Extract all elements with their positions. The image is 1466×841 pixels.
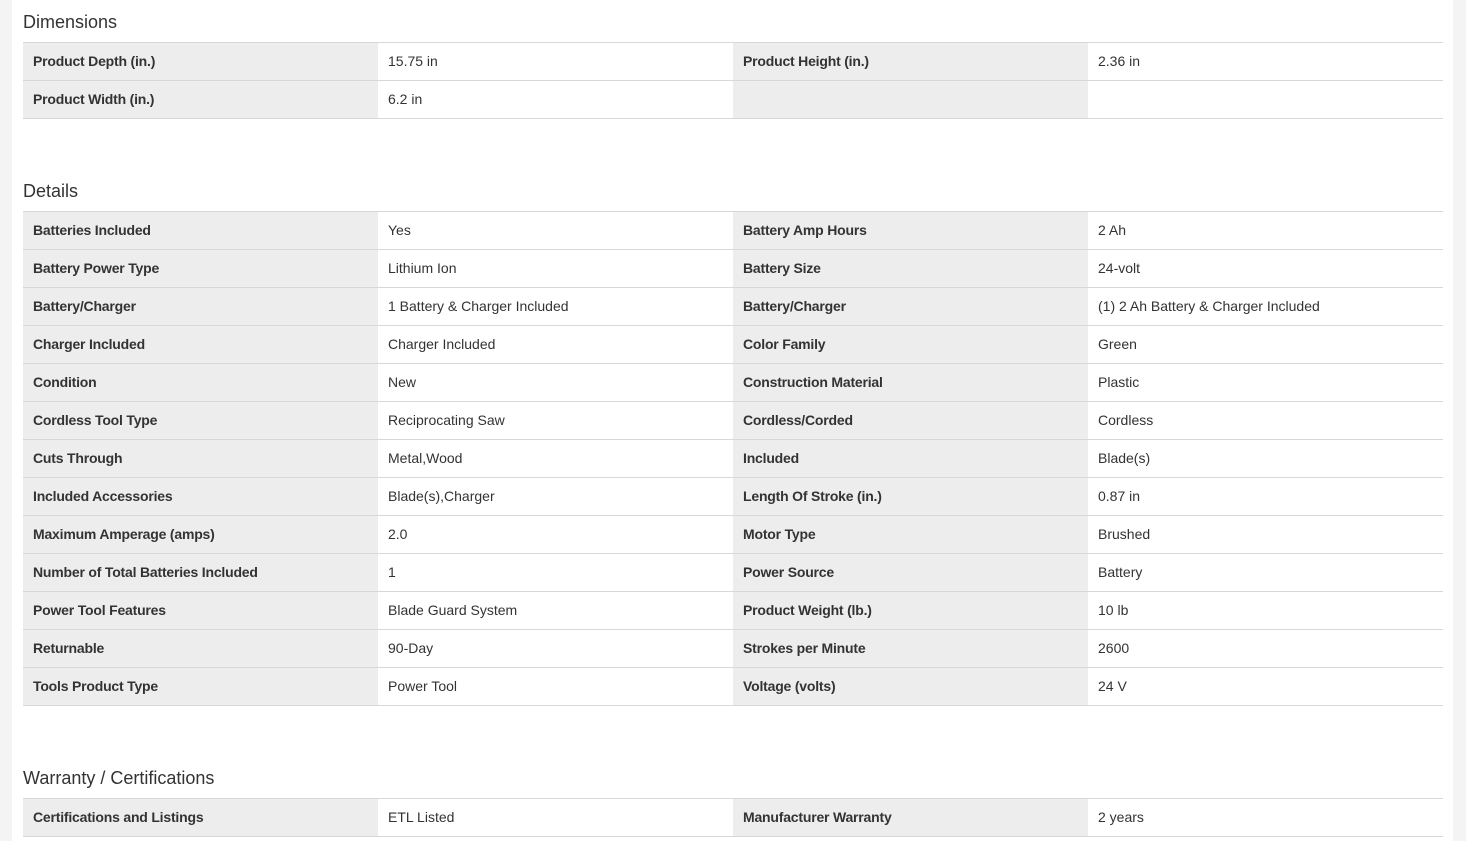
- spec-label: Battery/Charger: [733, 288, 1088, 325]
- spec-row: [23, 288, 1443, 326]
- spec-value: [1088, 81, 1443, 118]
- spec-label: Battery Amp Hours: [733, 212, 1088, 249]
- spec-value: Blade Guard System: [378, 592, 733, 629]
- spec-table: [23, 212, 1443, 706]
- section-warranty: [23, 756, 1443, 837]
- spec-table: [23, 43, 1443, 119]
- spec-value: 2.0: [378, 516, 733, 553]
- spec-value: Green: [1088, 326, 1443, 363]
- spec-label: Manufacturer Warranty: [733, 799, 1088, 836]
- spec-row: [23, 440, 1443, 478]
- spec-value: 15.75 in: [378, 43, 733, 80]
- spec-value: 90-Day: [378, 630, 733, 667]
- spec-label: Product Weight (lb.): [733, 592, 1088, 629]
- spec-value: 2.36 in: [1088, 43, 1443, 80]
- spec-value: Cordless: [1088, 402, 1443, 439]
- spec-label: Tools Product Type: [23, 668, 378, 705]
- spec-value: Brushed: [1088, 516, 1443, 553]
- spec-value: Lithium Ion: [378, 250, 733, 287]
- section-title: Details: [23, 169, 1443, 212]
- spec-label: Motor Type: [733, 516, 1088, 553]
- section-details: [23, 169, 1443, 706]
- spec-label: Color Family: [733, 326, 1088, 363]
- spec-label: Product Width (in.): [23, 81, 378, 118]
- spec-row: [23, 250, 1443, 288]
- spec-value: 10 lb: [1088, 592, 1443, 629]
- spec-row: [23, 402, 1443, 440]
- spec-row: [23, 799, 1443, 837]
- spec-value: (1) 2 Ah Battery & Charger Included: [1088, 288, 1443, 325]
- spec-value: Charger Included: [378, 326, 733, 363]
- spec-row: [23, 326, 1443, 364]
- section-title: Dimensions: [23, 0, 1443, 43]
- spec-row: [23, 592, 1443, 630]
- spec-label: Charger Included: [23, 326, 378, 363]
- spec-label: Cuts Through: [23, 440, 378, 477]
- spec-value: Power Tool: [378, 668, 733, 705]
- spec-label: Battery Size: [733, 250, 1088, 287]
- spec-row: [23, 630, 1443, 668]
- spec-label: Cordless Tool Type: [23, 402, 378, 439]
- spec-row: [23, 554, 1443, 592]
- spec-value: Metal,Wood: [378, 440, 733, 477]
- spec-label: Product Depth (in.): [23, 43, 378, 80]
- spec-label: Included: [733, 440, 1088, 477]
- spec-value: 2 years: [1088, 799, 1443, 836]
- spec-label: Certifications and Listings: [23, 799, 378, 836]
- spec-label: Returnable: [23, 630, 378, 667]
- spec-label: Battery Power Type: [23, 250, 378, 287]
- spec-row: [23, 43, 1443, 81]
- spec-value: 0.87 in: [1088, 478, 1443, 515]
- spec-row: [23, 212, 1443, 250]
- spec-row: [23, 478, 1443, 516]
- spec-row: [23, 364, 1443, 402]
- spec-label: Construction Material: [733, 364, 1088, 401]
- spec-label: Cordless/Corded: [733, 402, 1088, 439]
- spec-label: Voltage (volts): [733, 668, 1088, 705]
- spec-value: 1 Battery & Charger Included: [378, 288, 733, 325]
- spec-table: [23, 799, 1443, 837]
- spec-value: 2600: [1088, 630, 1443, 667]
- spec-label: Power Tool Features: [23, 592, 378, 629]
- spec-label: Power Source: [733, 554, 1088, 591]
- spec-row: [23, 516, 1443, 554]
- spec-value: Blade(s),Charger: [378, 478, 733, 515]
- spec-value: Battery: [1088, 554, 1443, 591]
- spec-value: 24-volt: [1088, 250, 1443, 287]
- spec-label: Batteries Included: [23, 212, 378, 249]
- section-title: Warranty / Certifications: [23, 756, 1443, 799]
- spec-value: 1: [378, 554, 733, 591]
- spec-label: Strokes per Minute: [733, 630, 1088, 667]
- spec-row: [23, 668, 1443, 706]
- spec-value: Plastic: [1088, 364, 1443, 401]
- spec-value: Reciprocating Saw: [378, 402, 733, 439]
- spec-value: ETL Listed: [378, 799, 733, 836]
- spec-value: 2 Ah: [1088, 212, 1443, 249]
- spec-label: Number of Total Batteries Included: [23, 554, 378, 591]
- spec-label: Condition: [23, 364, 378, 401]
- spec-label: Maximum Amperage (amps): [23, 516, 378, 553]
- spec-label: [733, 81, 1088, 118]
- spec-label: Battery/Charger: [23, 288, 378, 325]
- spec-value: 24 V: [1088, 668, 1443, 705]
- spec-row: [23, 81, 1443, 119]
- spec-label: Product Height (in.): [733, 43, 1088, 80]
- specifications-panel: [12, 0, 1453, 841]
- spec-value: Blade(s): [1088, 440, 1443, 477]
- spec-label: Length Of Stroke (in.): [733, 478, 1088, 515]
- section-dimensions: [23, 0, 1443, 119]
- spec-label: Included Accessories: [23, 478, 378, 515]
- spec-value: 6.2 in: [378, 81, 733, 118]
- spec-value: New: [378, 364, 733, 401]
- spec-value: Yes: [378, 212, 733, 249]
